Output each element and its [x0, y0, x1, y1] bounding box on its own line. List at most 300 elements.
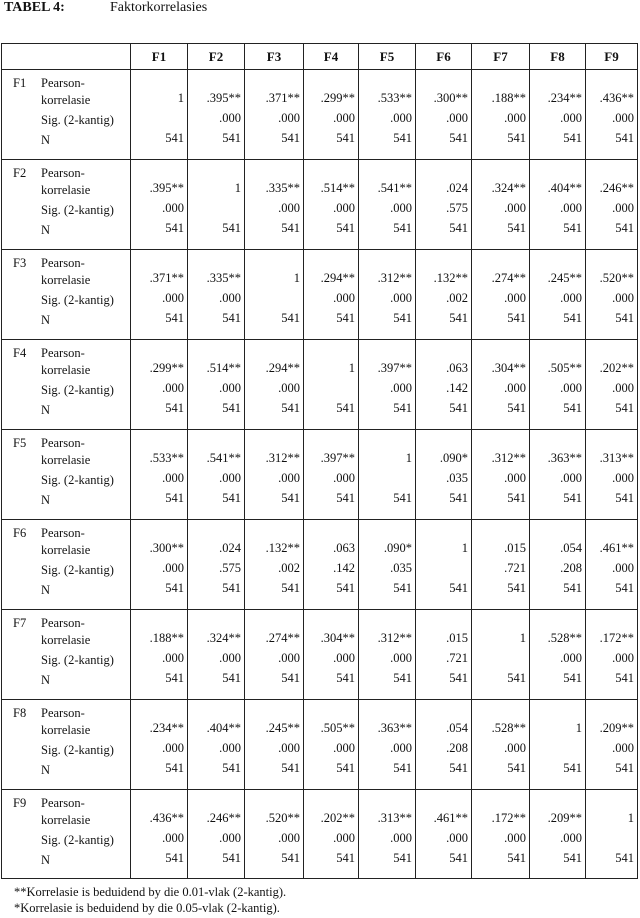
- table-cell: [472, 700, 530, 790]
- table-cell: [304, 790, 359, 879]
- sig-value: .000: [612, 561, 634, 575]
- n-value: 541: [507, 581, 526, 595]
- sig-value: .000: [219, 831, 241, 845]
- pearson-value: .054: [446, 721, 468, 735]
- table-title: Faktorkorrelasies: [110, 0, 208, 15]
- n-value: 541: [281, 491, 300, 505]
- table-cell: [245, 610, 304, 700]
- n-value: 541: [393, 851, 412, 865]
- n-value: 541: [563, 311, 582, 325]
- n-value: 541: [165, 311, 184, 325]
- n-value: 541: [507, 671, 526, 685]
- table-cell: [530, 430, 586, 520]
- header-corner: [2, 44, 131, 70]
- n-value: 541: [165, 761, 184, 775]
- pearson-value: 1: [519, 631, 526, 645]
- table-cell: [188, 610, 245, 700]
- pearson-value: .505**: [547, 361, 582, 375]
- sig-label: Sig. (2-kantig): [41, 113, 114, 127]
- sig-value: .000: [560, 291, 582, 305]
- n-value: 541: [563, 491, 582, 505]
- pearson-value: .274**: [491, 271, 526, 285]
- table-cell: [416, 430, 472, 520]
- row-header: [2, 430, 131, 520]
- n-label: N: [41, 133, 51, 147]
- n-value: 541: [165, 671, 184, 685]
- table-cell: [472, 70, 530, 160]
- n-value: 541: [507, 311, 526, 325]
- table-cell: [586, 160, 638, 250]
- n-value: 541: [222, 491, 241, 505]
- column-header-f4: F4: [304, 44, 359, 70]
- row-factor-id: F9: [13, 796, 27, 810]
- n-value: 541: [507, 491, 526, 505]
- table-cell: [131, 430, 188, 520]
- sig-value: .000: [278, 201, 300, 215]
- table-cell: [416, 700, 472, 790]
- sig-label: Sig. (2-kantig): [41, 833, 114, 847]
- n-value: 541: [563, 851, 582, 865]
- table-cell: [245, 70, 304, 160]
- sig-value: .000: [560, 381, 582, 395]
- sig-value: .000: [278, 471, 300, 485]
- pearson-value: .245**: [265, 721, 300, 735]
- n-value: 541: [393, 311, 412, 325]
- table-cell: [304, 700, 359, 790]
- table-cell: [188, 700, 245, 790]
- n-value: 541: [393, 671, 412, 685]
- pearson-value: .533**: [377, 91, 412, 105]
- row-header: [2, 160, 131, 250]
- pearson-value: .054: [560, 541, 582, 555]
- header-row: [2, 44, 638, 70]
- table-cell: [472, 340, 530, 430]
- pearson-value: .209**: [599, 721, 634, 735]
- table-cell: [188, 520, 245, 610]
- sig-value: .000: [504, 381, 526, 395]
- table-cell: [245, 250, 304, 340]
- row-factor-id: F2: [13, 166, 27, 180]
- pearson-value: .371**: [149, 271, 184, 285]
- n-value: 541: [393, 491, 412, 505]
- sig-value: .000: [162, 831, 184, 845]
- table-cell: [586, 520, 638, 610]
- pearson-value: .132**: [265, 541, 300, 555]
- pearson-value: .245**: [547, 271, 582, 285]
- sig-label: Sig. (2-kantig): [41, 653, 114, 667]
- table-cell: [530, 700, 586, 790]
- table-cell: [530, 250, 586, 340]
- pearson-value: .436**: [599, 91, 634, 105]
- sig-value: .000: [446, 831, 468, 845]
- table-cell: [304, 250, 359, 340]
- table-cell: [530, 340, 586, 430]
- sig-label: Sig. (2-kantig): [41, 293, 114, 307]
- pearson-value: 1: [575, 721, 582, 735]
- row-factor-id: F5: [13, 436, 27, 450]
- table-cell: [304, 610, 359, 700]
- n-value: 541: [222, 671, 241, 685]
- n-value: 541: [563, 221, 582, 235]
- n-value: 541: [563, 761, 582, 775]
- n-value: 541: [615, 221, 634, 235]
- pearson-value: .313**: [377, 811, 412, 825]
- table-cell: [586, 340, 638, 430]
- pearson-value: .024: [219, 541, 241, 555]
- pearson-value: .246**: [599, 181, 634, 195]
- sig-value: .000: [162, 741, 184, 755]
- n-label: N: [41, 403, 51, 417]
- n-value: 541: [393, 761, 412, 775]
- n-value: 541: [281, 581, 300, 595]
- pearson-label-line2: korrelasie: [41, 633, 91, 647]
- pearson-value: .313**: [599, 451, 634, 465]
- n-value: 541: [222, 581, 241, 595]
- table-cell: [359, 340, 416, 430]
- row-factor-id: F7: [13, 616, 27, 630]
- n-value: 541: [449, 221, 468, 235]
- table-row-f3: [2, 250, 638, 340]
- row-factor-id: F8: [13, 706, 27, 720]
- table-cell: [304, 340, 359, 430]
- pearson-label-line2: korrelasie: [41, 273, 91, 287]
- sig-value: .000: [278, 741, 300, 755]
- pearson-value: .335**: [206, 271, 241, 285]
- table-cell: [304, 70, 359, 160]
- sig-value: .000: [333, 291, 355, 305]
- row-header: [2, 700, 131, 790]
- table-cell: [304, 430, 359, 520]
- n-value: 541: [615, 671, 634, 685]
- sig-value: .000: [612, 741, 634, 755]
- table-cell: [359, 520, 416, 610]
- sig-value: .000: [560, 831, 582, 845]
- pearson-label-line2: korrelasie: [41, 453, 91, 467]
- pearson-value: .300**: [149, 541, 184, 555]
- table-row-f9: [2, 790, 638, 879]
- column-header-f1: F1: [131, 44, 188, 70]
- n-value: 541: [449, 491, 468, 505]
- pearson-value: 1: [627, 811, 634, 825]
- sig-label: Sig. (2-kantig): [41, 473, 114, 487]
- sig-value: .000: [219, 381, 241, 395]
- pearson-value: .324**: [206, 631, 241, 645]
- row-header: [2, 520, 131, 610]
- table-cell: [359, 610, 416, 700]
- sig-value: .000: [612, 291, 634, 305]
- pearson-label-line1: Pearson-: [41, 436, 85, 450]
- n-value: 541: [393, 401, 412, 415]
- table-cell: [472, 160, 530, 250]
- n-value: 541: [336, 491, 355, 505]
- table-cell: [472, 520, 530, 610]
- column-header-f3: F3: [245, 44, 304, 70]
- n-value: 541: [449, 131, 468, 145]
- pearson-value: .363**: [547, 451, 582, 465]
- sig-value: .000: [390, 741, 412, 755]
- table-cell: [359, 160, 416, 250]
- pearson-value: .172**: [491, 811, 526, 825]
- n-value: 541: [281, 671, 300, 685]
- correlation-table: [1, 43, 638, 879]
- sig-value: .000: [162, 561, 184, 575]
- table-row-f7: [2, 610, 638, 700]
- n-value: 541: [281, 221, 300, 235]
- sig-value: .000: [560, 651, 582, 665]
- table-cell: [359, 790, 416, 879]
- n-value: 541: [615, 581, 634, 595]
- pearson-value: .172**: [599, 631, 634, 645]
- sig-value: .000: [612, 651, 634, 665]
- pearson-label-line2: korrelasie: [41, 543, 91, 557]
- n-value: 541: [336, 851, 355, 865]
- n-value: 541: [336, 761, 355, 775]
- pearson-value: .090*: [383, 541, 412, 555]
- sig-value: .000: [390, 381, 412, 395]
- pearson-value: .404**: [547, 181, 582, 195]
- sig-label: Sig. (2-kantig): [41, 383, 114, 397]
- pearson-value: .299**: [149, 361, 184, 375]
- sig-value: .000: [504, 741, 526, 755]
- pearson-value: 1: [405, 451, 412, 465]
- n-value: 541: [336, 401, 355, 415]
- table-cell: [586, 250, 638, 340]
- sig-value: .000: [560, 471, 582, 485]
- table-cell: [359, 70, 416, 160]
- row-factor-id: F3: [13, 256, 27, 270]
- sig-value: .000: [333, 831, 355, 845]
- n-label: N: [41, 673, 51, 687]
- pearson-value: .294**: [320, 271, 355, 285]
- n-value: 541: [615, 311, 634, 325]
- table-cell: [586, 610, 638, 700]
- pearson-label-line2: korrelasie: [41, 723, 91, 737]
- sig-value: .000: [504, 111, 526, 125]
- pearson-value: .397**: [377, 361, 412, 375]
- table-cell: [304, 520, 359, 610]
- n-value: 541: [507, 401, 526, 415]
- table-cell: [586, 790, 638, 879]
- n-label: N: [41, 853, 51, 867]
- pearson-value: .234**: [547, 91, 582, 105]
- pearson-value: .363**: [377, 721, 412, 735]
- n-value: 541: [393, 221, 412, 235]
- column-header-f7: F7: [472, 44, 530, 70]
- sig-value: .000: [333, 471, 355, 485]
- n-value: 541: [336, 581, 355, 595]
- n-value: 541: [449, 311, 468, 325]
- pearson-value: .274**: [265, 631, 300, 645]
- table-cell: [586, 70, 638, 160]
- row-factor-id: F4: [13, 346, 27, 360]
- sig-value: .000: [162, 651, 184, 665]
- table-cell: [131, 700, 188, 790]
- table-cell: [131, 520, 188, 610]
- n-value: 541: [281, 401, 300, 415]
- sig-value: .721: [504, 561, 526, 575]
- pearson-value: .015: [446, 631, 468, 645]
- pearson-value: .304**: [491, 361, 526, 375]
- table-cell: [245, 430, 304, 520]
- n-label: N: [41, 313, 51, 327]
- table-cell: [188, 790, 245, 879]
- pearson-value: .063: [446, 361, 468, 375]
- table-cell: [416, 790, 472, 879]
- pearson-value: .312**: [265, 451, 300, 465]
- sig-value: .721: [446, 651, 468, 665]
- n-value: 541: [165, 401, 184, 415]
- sig-label: Sig. (2-kantig): [41, 743, 114, 757]
- sig-value: .000: [162, 471, 184, 485]
- table-cell: [416, 520, 472, 610]
- n-value: 541: [615, 851, 634, 865]
- sig-value: .000: [612, 381, 634, 395]
- pearson-value: .312**: [377, 631, 412, 645]
- table-cell: [416, 160, 472, 250]
- sig-value: .000: [390, 291, 412, 305]
- n-value: 541: [165, 491, 184, 505]
- sig-value: .000: [333, 651, 355, 665]
- pearson-value: .202**: [599, 361, 634, 375]
- table-cell: [472, 250, 530, 340]
- row-header: [2, 250, 131, 340]
- pearson-value: .015: [504, 541, 526, 555]
- pearson-value: .299**: [320, 91, 355, 105]
- pearson-value: .024: [446, 181, 468, 195]
- pearson-value: .371**: [265, 91, 300, 105]
- n-value: 541: [563, 581, 582, 595]
- table-cell: [530, 790, 586, 879]
- note-significance-001: **Korrelasie is beduidend by die 0.01-vlak (2-kantig).: [14, 885, 287, 899]
- table-cell: [245, 790, 304, 879]
- pearson-value: .541**: [377, 181, 412, 195]
- pearson-value: .395**: [206, 91, 241, 105]
- pearson-value: .505**: [320, 721, 355, 735]
- table-cell: [245, 520, 304, 610]
- pearson-label-line2: korrelasie: [41, 93, 91, 107]
- pearson-value: .300**: [433, 91, 468, 105]
- table-cell: [131, 160, 188, 250]
- pearson-value: .209**: [547, 811, 582, 825]
- n-label: N: [41, 763, 51, 777]
- table-cell: [131, 250, 188, 340]
- pearson-value: .202**: [320, 811, 355, 825]
- pearson-value: .436**: [149, 811, 184, 825]
- sig-value: .000: [504, 201, 526, 215]
- n-value: 541: [507, 221, 526, 235]
- sig-value: .000: [278, 831, 300, 845]
- sig-value: .000: [390, 201, 412, 215]
- table-cell: [245, 160, 304, 250]
- sig-value: .000: [390, 651, 412, 665]
- n-value: 541: [615, 491, 634, 505]
- sig-value: .000: [333, 201, 355, 215]
- pearson-value: .397**: [320, 451, 355, 465]
- n-value: 541: [222, 221, 241, 235]
- sig-value: .000: [612, 471, 634, 485]
- n-label: N: [41, 223, 51, 237]
- sig-value: .000: [278, 381, 300, 395]
- table-row-f5: [2, 430, 638, 520]
- pearson-value: .395**: [149, 181, 184, 195]
- sig-label: Sig. (2-kantig): [41, 563, 114, 577]
- n-value: 541: [165, 221, 184, 235]
- table-cell: [472, 430, 530, 520]
- table-row-f6: [2, 520, 638, 610]
- n-value: 541: [449, 581, 468, 595]
- n-value: 541: [449, 401, 468, 415]
- table-row-f4: [2, 340, 638, 430]
- sig-value: .000: [219, 291, 241, 305]
- pearson-value: .312**: [491, 451, 526, 465]
- pearson-value: .533**: [149, 451, 184, 465]
- n-value: 541: [281, 311, 300, 325]
- pearson-label-line2: korrelasie: [41, 183, 91, 197]
- column-header-f9: F9: [586, 44, 638, 70]
- pearson-value: .514**: [206, 361, 241, 375]
- pearson-value: .404**: [206, 721, 241, 735]
- sig-value: .000: [446, 111, 468, 125]
- pearson-value: 1: [234, 181, 241, 195]
- n-value: 541: [222, 761, 241, 775]
- n-value: 541: [336, 221, 355, 235]
- pearson-label-line1: Pearson-: [41, 256, 85, 270]
- n-value: 541: [449, 851, 468, 865]
- table-cell: [416, 610, 472, 700]
- n-value: 541: [615, 401, 634, 415]
- n-value: 541: [222, 311, 241, 325]
- sig-value: .000: [278, 651, 300, 665]
- table-caption: [4, 0, 207, 16]
- sig-value: .208: [446, 741, 468, 755]
- n-label: N: [41, 583, 51, 597]
- n-value: 541: [563, 131, 582, 145]
- n-value: 541: [393, 581, 412, 595]
- pearson-label-line1: Pearson-: [41, 76, 85, 90]
- table-row-f1: [2, 70, 638, 160]
- n-value: 541: [563, 401, 582, 415]
- table-row-f8: [2, 700, 638, 790]
- sig-value: .000: [333, 741, 355, 755]
- column-header-f2: F2: [188, 44, 245, 70]
- row-factor-id: F6: [13, 526, 27, 540]
- pearson-value: .520**: [599, 271, 634, 285]
- table-cell: [188, 430, 245, 520]
- row-header: [2, 340, 131, 430]
- pearson-value: .461**: [599, 541, 634, 555]
- pearson-value: .541**: [206, 451, 241, 465]
- pearson-value: .528**: [491, 721, 526, 735]
- table-cell: [586, 430, 638, 520]
- table-body: [2, 70, 638, 879]
- sig-value: .000: [504, 471, 526, 485]
- pearson-value: .335**: [265, 181, 300, 195]
- table-cell: [304, 160, 359, 250]
- pearson-value: .132**: [433, 271, 468, 285]
- sig-value: .000: [560, 111, 582, 125]
- pearson-value: 1: [348, 361, 355, 375]
- table-cell: [530, 160, 586, 250]
- pearson-label-line1: Pearson-: [41, 526, 85, 540]
- note-significance-005: *Korrelasie is beduidend by die 0.05-vlak (2-kantig).: [14, 901, 280, 915]
- table-cell: [188, 160, 245, 250]
- sig-value: .575: [219, 561, 241, 575]
- sig-value: .142: [333, 561, 355, 575]
- table-cell: [131, 790, 188, 879]
- table-header: [2, 44, 638, 70]
- sig-value: .000: [162, 201, 184, 215]
- pearson-value: .461**: [433, 811, 468, 825]
